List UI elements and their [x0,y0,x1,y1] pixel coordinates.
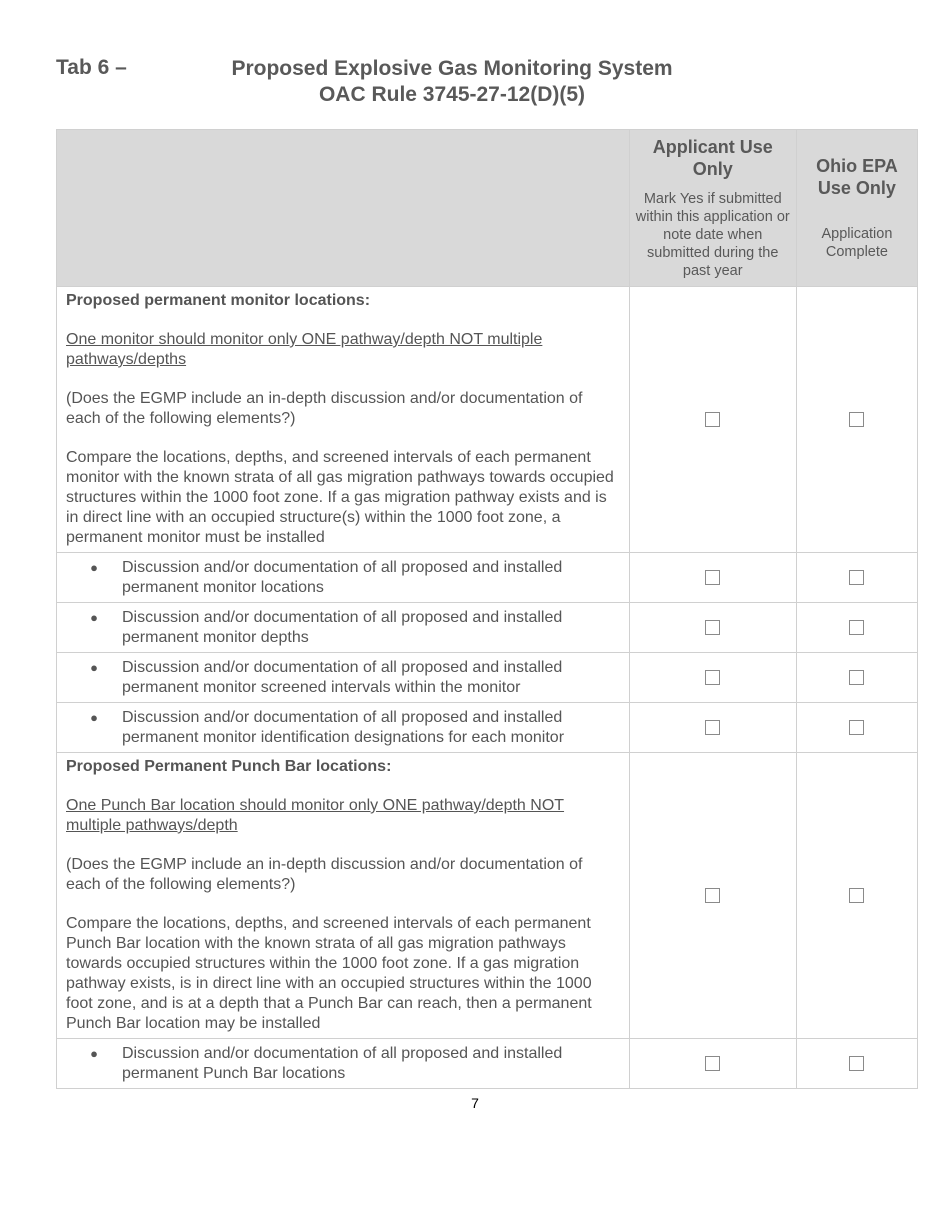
section1-heading: Proposed permanent monitor locations: [66,292,371,309]
section1-bullet-row [57,553,918,603]
header-blank-cell [57,130,630,287]
section2-compare: Compare the locations, depths, and screened intervals of each permanent Punch Bar location with the known strata of all gas migration pathways towards occupied structures within the 1000 foot zone. If a gas migration pathway exists, is in direct line with an occupied structures within the 1000 foot zone, and is at a depth that a Punch Bar can reach, then a permanent Punch Bar location may be installed [66,915,592,1032]
section2-underline-note: One Punch Bar location should monitor only ONE pathway/depth NOT multiple pathways/depth [66,797,565,834]
epa-cell [796,1039,917,1089]
applicant-cell [629,703,796,753]
title-line-2: OAC Rule 3745-27-12(D)(5) [318,83,586,106]
section2-applicant-cell [629,753,796,1039]
tab-label: Tab 6 – [56,56,127,79]
applicant-cell [629,1039,796,1089]
bullet-text: Discussion and/or documentation of all proposed and installed permanent monitor locations [122,558,563,596]
bullet-cell [57,603,630,653]
table-header-row [57,130,918,287]
bullet-dot-icon: ● [90,659,98,675]
epa-checkbox[interactable] [849,1056,864,1071]
epa-header-desc: Application Complete [821,226,893,260]
section1-main-row [57,287,918,553]
bullet-text: Discussion and/or documentation of all proposed and installed permanent monitor depths [122,608,563,646]
applicant-checkbox[interactable] [705,888,720,903]
applicant-cell [629,553,796,603]
bullet-cell [57,653,630,703]
section1-bullet-row [57,653,918,703]
epa-checkbox[interactable] [849,720,864,735]
applicant-header-title: Applicant Use Only [652,137,773,179]
epa-header-title: Ohio EPA Use Only [816,156,898,198]
section1-applicant-cell [629,287,796,553]
epa-checkbox[interactable] [849,620,864,635]
epa-checkbox[interactable] [849,888,864,903]
section1-underline-note: One monitor should monitor only ONE pathway/depth NOT multiple pathways/depths [66,331,543,368]
applicant-checkbox[interactable] [705,720,720,735]
epa-cell [796,703,917,753]
applicant-cell [629,603,796,653]
section2-question: (Does the EGMP include an in-depth discussion and/or documentation of each of the following elements?) [66,856,583,893]
section1-bullet-row [57,703,918,753]
section2-text-cell [57,753,630,1039]
checklist-table [56,129,918,1089]
section1-compare: Compare the locations, depths, and screened intervals of each permanent monitor with the known strata of all gas migration pathways towards occupied structures within the 1000 foot zone. If a gas migration pathway exists and is in direct line with an occupied structure(s) within the 1000 foot zone, a permanent monitor must be installed [66,449,614,546]
applicant-header [629,130,796,287]
applicant-checkbox[interactable] [705,1056,720,1071]
page-title [224,56,680,108]
epa-header [796,130,917,287]
applicant-cell [629,653,796,703]
applicant-checkbox[interactable] [705,620,720,635]
bullet-cell [57,553,630,603]
bullet-text: Discussion and/or documentation of all proposed and installed permanent monitor screened intervals within the monitor [122,658,563,696]
epa-checkbox[interactable] [849,570,864,585]
bullet-dot-icon: ● [90,559,98,575]
applicant-checkbox[interactable] [705,570,720,585]
bullet-text: Discussion and/or documentation of all proposed and installed permanent monitor identification designations for each monitor [122,708,565,746]
bullet-dot-icon: ● [90,609,98,625]
title-line-1: Proposed Explosive Gas Monitoring System [231,57,673,80]
page-number: 7 [471,1095,479,1111]
section1-epa-cell [796,287,917,553]
section2-heading: Proposed Permanent Punch Bar locations: [66,758,392,775]
epa-cell [796,603,917,653]
epa-checkbox[interactable] [849,670,864,685]
applicant-header-desc: Mark Yes if submitted within this application or note date when submitted during the past year [635,191,790,279]
section1-text-cell [57,287,630,553]
bullet-cell [57,1039,630,1089]
section2-epa-cell [796,753,917,1039]
bullet-text: Discussion and/or documentation of all proposed and installed permanent Punch Bar locations [122,1044,563,1082]
epa-cell [796,653,917,703]
bullet-dot-icon: ● [90,1045,98,1061]
applicant-checkbox[interactable] [705,412,720,427]
applicant-checkbox[interactable] [705,670,720,685]
section2-bullet-row [57,1039,918,1089]
bullet-cell [57,703,630,753]
section1-bullet-row [57,603,918,653]
epa-checkbox[interactable] [849,412,864,427]
section1-question: (Does the EGMP include an in-depth discussion and/or documentation of each of the following elements?) [66,390,583,427]
bullet-dot-icon: ● [90,709,98,725]
epa-cell [796,553,917,603]
section2-main-row [57,753,918,1039]
